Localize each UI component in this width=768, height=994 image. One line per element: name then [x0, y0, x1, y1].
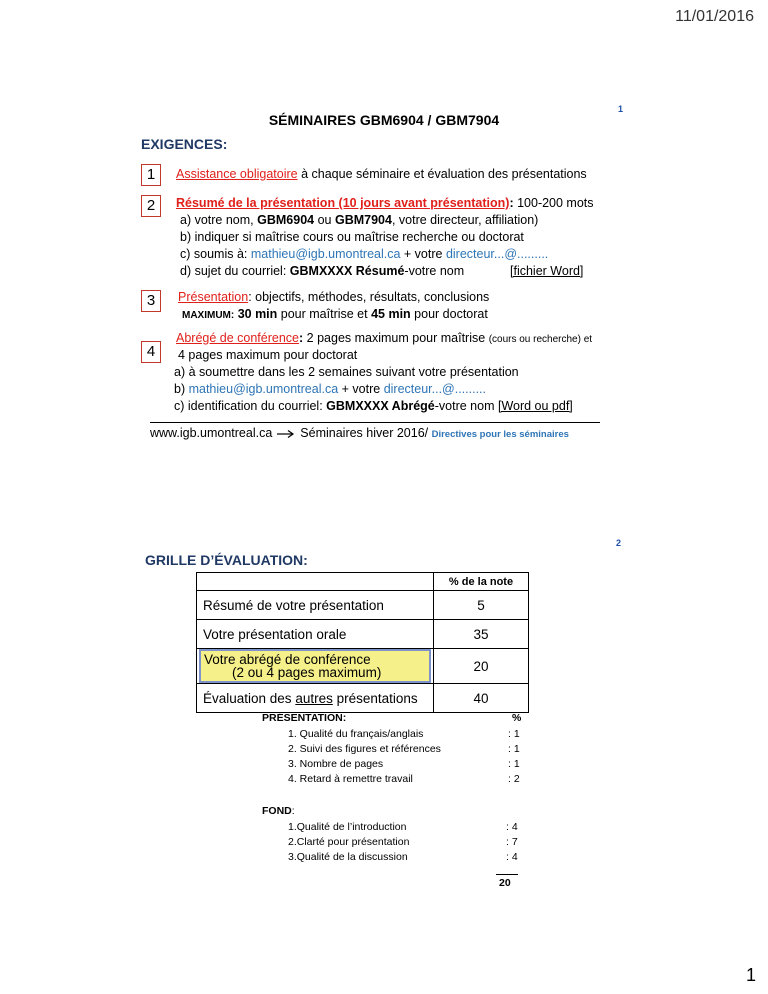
list-item: 1.Qualité de l’introduction	[288, 821, 407, 833]
page-number: 1	[745, 965, 756, 985]
item-2-d-file: [fichier Word]	[510, 264, 584, 278]
list-item: 2.Clarté pour présentation	[288, 836, 410, 848]
list-points: : 4	[506, 821, 518, 833]
item-2-a-or: ou	[314, 213, 335, 227]
list-item: 1. Qualité du français/anglais	[288, 728, 424, 740]
table-row-label: Votre présentation orale	[197, 620, 434, 649]
item-3-max	[182, 307, 488, 321]
footer-nav	[150, 426, 569, 440]
table-row-pct: 40	[434, 684, 529, 713]
item-number-3: 3	[141, 290, 161, 312]
exigences-heading: EXIGENCES:	[141, 136, 228, 152]
evaluation-table	[196, 572, 529, 713]
table-row-pct: 20	[434, 649, 529, 684]
item-4-colon: :	[299, 331, 304, 345]
item-2-c-director: directeur...@.........	[445, 247, 549, 261]
fond-list	[288, 820, 409, 865]
total-line	[496, 874, 518, 875]
abstract-label-line1: Votre abrégé de conférence	[204, 652, 371, 667]
abstract-label-line2: (2 ou 4 pages maximum)	[232, 665, 382, 680]
item-2-c-text: c) soumis à:	[180, 247, 251, 261]
list-item: 3.Qualité de la discussion	[288, 851, 408, 863]
item-1-lead: Assistance obligatoire	[176, 167, 298, 181]
item-3-text	[178, 290, 489, 304]
item-2-rest: 100-200 mots	[513, 196, 594, 210]
table-header-empty	[197, 573, 434, 591]
table-header-row	[197, 573, 529, 591]
item-2-c-plus: + votre	[400, 247, 446, 261]
item-4-b-email[interactable]: mathieu@igb.umontreal.ca	[188, 382, 339, 396]
presentation-title: PRÉSENTATION:	[262, 712, 347, 724]
table-row-label-cell	[197, 649, 434, 684]
item-2-d	[180, 264, 464, 278]
item-4-b-text: b)	[174, 382, 189, 396]
list-points: : 1	[508, 728, 520, 740]
divider-line	[150, 422, 600, 423]
list-points: : 2	[508, 773, 520, 785]
table-row	[197, 591, 529, 620]
item-2-d-name: -votre nom	[404, 264, 465, 278]
item-2-a-end: , votre directeur, affiliation)	[391, 213, 539, 227]
item-4-rest: 2 pages maximum pour maîtrise	[303, 331, 489, 345]
item-3-max-end: pour doctorat	[410, 307, 488, 321]
list-points: : 4	[506, 851, 518, 863]
item-2-a	[180, 213, 538, 227]
footer-link[interactable]: Directives pour les séminaires	[431, 429, 569, 440]
item-number-1: 1	[141, 164, 161, 186]
item-2-a-text: a) votre nom,	[180, 213, 258, 227]
slide-title: SÉMINAIRES GBM6904 / GBM7904	[268, 112, 500, 128]
presentation-points	[508, 727, 520, 787]
others-label-b: présentations	[332, 690, 418, 706]
item-3-rest: : objectifs, méthodes, résultats, conclusions	[248, 290, 490, 304]
item-2-d-text: d) sujet du courriel:	[180, 264, 290, 278]
others-label-underlined: autres	[295, 690, 333, 706]
item-number-2: 2	[141, 195, 161, 217]
others-label-a: Évaluation des	[203, 690, 296, 706]
table-row	[197, 620, 529, 649]
footer-site[interactable]: www.igb.umontreal.ca	[150, 426, 273, 440]
item-3-max-45: 45 min	[371, 307, 411, 321]
presentation-list	[288, 727, 441, 787]
presentation-pct-header: %	[512, 712, 522, 724]
table-row-label: Résumé de votre présentation	[197, 591, 434, 620]
table-row-label	[197, 684, 434, 713]
table-row-pct: 5	[434, 591, 529, 620]
list-points: : 7	[506, 836, 518, 848]
item-4-b-plus: + votre	[338, 382, 384, 396]
footer-path: Séminaires hiver 2016/	[300, 426, 432, 440]
slide-number-1: 1	[618, 104, 624, 114]
list-item: 4. Retard à remettre travail	[288, 773, 413, 785]
item-number-4: 4	[141, 341, 161, 363]
item-2-d-subject: GBMXXXX Résumé	[289, 264, 405, 278]
page-date: 11/01/2016	[675, 8, 754, 25]
item-4-c-text: c) identification du courriel:	[174, 399, 327, 413]
item-3-max-30: 30 min	[234, 307, 278, 321]
item-2-c	[180, 247, 548, 261]
item-4-c-format: [Word ou pdf]	[497, 399, 573, 413]
table-row	[197, 684, 529, 713]
item-4-line2: 4 pages maximum pour doctorat	[178, 348, 358, 362]
item-4-rest-small: (cours ou recherche) et	[488, 334, 593, 345]
item-4-b	[174, 382, 486, 396]
item-4-a: a) à soumettre dans les 2 semaines suivant votre présentation	[174, 365, 519, 379]
item-2-colon: :	[509, 196, 514, 210]
item-2-text	[176, 196, 594, 210]
item-4-c	[174, 399, 573, 413]
item-1-rest: à chaque séminaire et évaluation des présentations	[297, 167, 587, 181]
table-header-pct: % de la note	[434, 573, 529, 591]
item-3-max-mid: pour maîtrise et	[277, 307, 372, 321]
slide-number-2: 2	[616, 538, 622, 548]
item-2-c-email[interactable]: mathieu@igb.umontreal.ca	[250, 247, 401, 261]
item-2-a-course2: GBM7904	[334, 213, 392, 227]
item-1-text	[176, 167, 587, 181]
highlighted-abstract-label	[201, 651, 429, 681]
list-item: 3. Nombre de pages	[288, 758, 384, 770]
fond-total: 20	[499, 877, 511, 889]
item-3-max-label: MAXIMUM:	[182, 310, 235, 321]
item-3-lead: Présentation	[178, 290, 249, 304]
item-2-b: b) indiquer si maîtrise cours ou maîtrise recherche ou doctorat	[180, 230, 524, 244]
list-points: : 1	[508, 758, 520, 770]
list-points: : 1	[508, 743, 520, 755]
fond-title	[262, 805, 295, 817]
item-2-a-course1: GBM6904	[257, 213, 315, 227]
item-4-c-name: -votre nom	[434, 399, 498, 413]
fond-title-text: FOND	[262, 805, 292, 817]
right-arrow-icon	[276, 429, 296, 439]
item-4-lead: Abrégé de conférence	[176, 331, 300, 345]
fond-points	[506, 820, 518, 865]
table-row	[197, 649, 529, 684]
table-row-pct: 35	[434, 620, 529, 649]
fond-title-colon: :	[291, 805, 295, 817]
item-2-lead: Résumé de la présentation (10 jours avant présentation)	[176, 196, 510, 210]
grille-heading: GRILLE D’ÉVALUATION:	[145, 552, 308, 568]
list-item: 2. Suivi des figures et références	[288, 743, 441, 755]
item-4-b-director: directeur...@.........	[383, 382, 486, 396]
item-4-c-subject: GBMXXXX Abrégé	[326, 399, 435, 413]
item-4-text	[176, 331, 592, 345]
